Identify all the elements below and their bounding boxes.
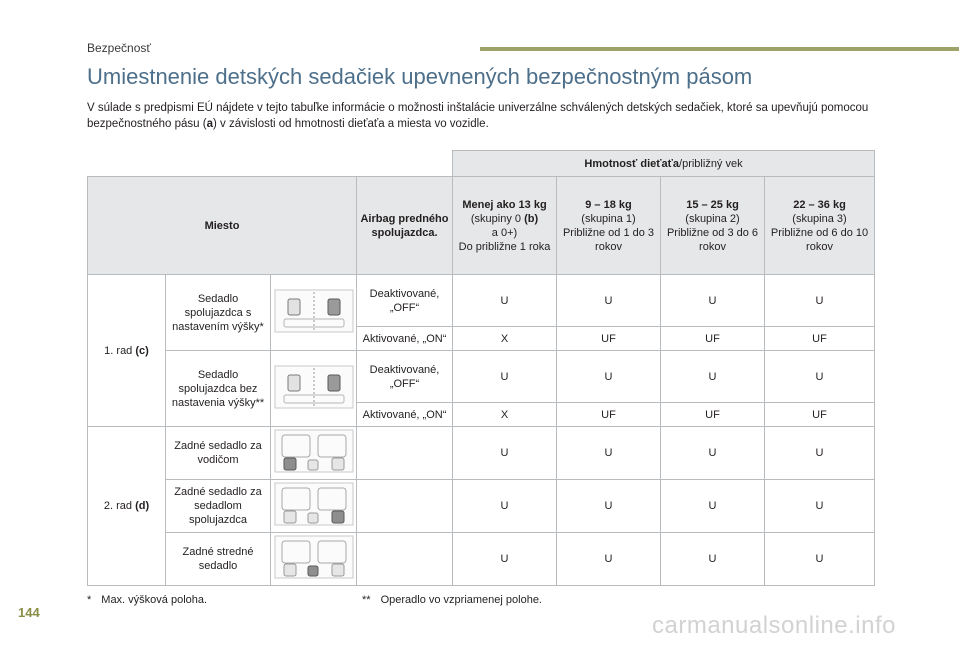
car-seat-front-diagram [274,289,354,333]
value-cell: U [557,480,661,533]
seat-name: Zadné stredné sedadlo [166,533,271,586]
footnote-2: ** Operadlo vo vzpriamenej polohe. [362,594,542,606]
airbag-state: Aktivované, „ON“ [357,403,453,427]
value-cell: U [661,351,765,403]
group-header-3: 22 – 36 kg (skupina 3) Približne od 6 do 10 rokov [765,177,875,275]
value-cell: U [765,427,875,480]
place-header: Miesto [88,177,357,275]
page-title: Umiestnenie detských sedačiek upevnených bezpečnostným pásom [87,64,753,89]
value-cell: UF [661,403,765,427]
car-seat-front-diagram [274,365,354,409]
airbag-state: Aktivované, „ON“ [357,327,453,351]
section-accent-bar [480,47,959,51]
intro-paragraph: V súlade s predpismi EÚ nájdete v tejto tabuľke informácie o možnosti inštalácie univerzálne schválených detských sedačiek, ktoré sa upevňujú pomocou bezpečnostného pásu (a) v závislosti od hmotnosti dieťaťa a miesta vo vozidle. [87,102,869,130]
value-cell: U [453,533,557,586]
value-cell: U [453,427,557,480]
airbag-state: Deaktivované, „OFF“ [357,351,453,403]
value-cell: U [661,533,765,586]
seat-name: Zadné sedadlo za vodičom [166,427,271,480]
blank-cell [88,151,453,177]
seat-diagram [271,480,357,533]
value-cell: U [661,427,765,480]
child-seat-table [87,150,875,586]
value-cell: UF [765,403,875,427]
footnote-1: * Max. výšková poloha. [87,594,208,606]
value-cell: UF [661,327,765,351]
value-cell: U [661,480,765,533]
airbag-empty-cell [357,427,453,480]
value-cell: UF [765,327,875,351]
row1-label: 1. rad (c) [88,275,166,427]
car-seat-rear-left-diagram [274,429,354,473]
value-cell: X [453,327,557,351]
row2-label: 2. rad (d) [88,427,166,586]
seat-name: Sedadlo spolujazdca bez nastavenia výšky** [166,351,271,427]
value-cell: UF [557,403,661,427]
value-cell: U [557,533,661,586]
value-cell: X [453,403,557,427]
airbag-empty-cell [357,480,453,533]
airbag-header: Airbag predného spolujazdca. [357,177,453,275]
seat-diagram [271,533,357,586]
section-title: Bezpečnosť [87,41,151,55]
value-cell: U [765,480,875,533]
value-cell: U [661,275,765,327]
seat-name: Sedadlo spolujazdca s nastavením výšky* [166,275,271,351]
page-number: 144 [18,605,40,620]
group-header-1: 9 – 18 kg (skupina 1) Približne od 1 do 3 rokov [557,177,661,275]
seat-name: Zadné sedadlo za sedadlom spolujazdca [166,480,271,533]
value-cell: U [557,275,661,327]
value-cell: U [557,427,661,480]
value-cell: U [453,351,557,403]
airbag-empty-cell [357,533,453,586]
group-header-2: 15 – 25 kg (skupina 2) Približne od 3 do 6 rokov [661,177,765,275]
value-cell: UF [557,327,661,351]
airbag-state: Deaktivované, „OFF“ [357,275,453,327]
seat-diagram [271,351,357,427]
value-cell: U [557,351,661,403]
group-header-0: Menej ako 13 kg (skupiny 0 (b) a 0+) Do približne 1 roka [453,177,557,275]
seat-diagram [271,427,357,480]
car-seat-rear-right-diagram [274,482,354,526]
value-cell: U [765,275,875,327]
value-cell: U [453,275,557,327]
value-cell: U [765,533,875,586]
value-cell: U [765,351,875,403]
value-cell: U [453,480,557,533]
seat-diagram [271,275,357,351]
weight-header: Hmotnosť dieťaťa/približný vek [453,151,875,177]
watermark: carmanualsonline.info [652,612,896,639]
car-seat-rear-center-diagram [274,535,354,579]
